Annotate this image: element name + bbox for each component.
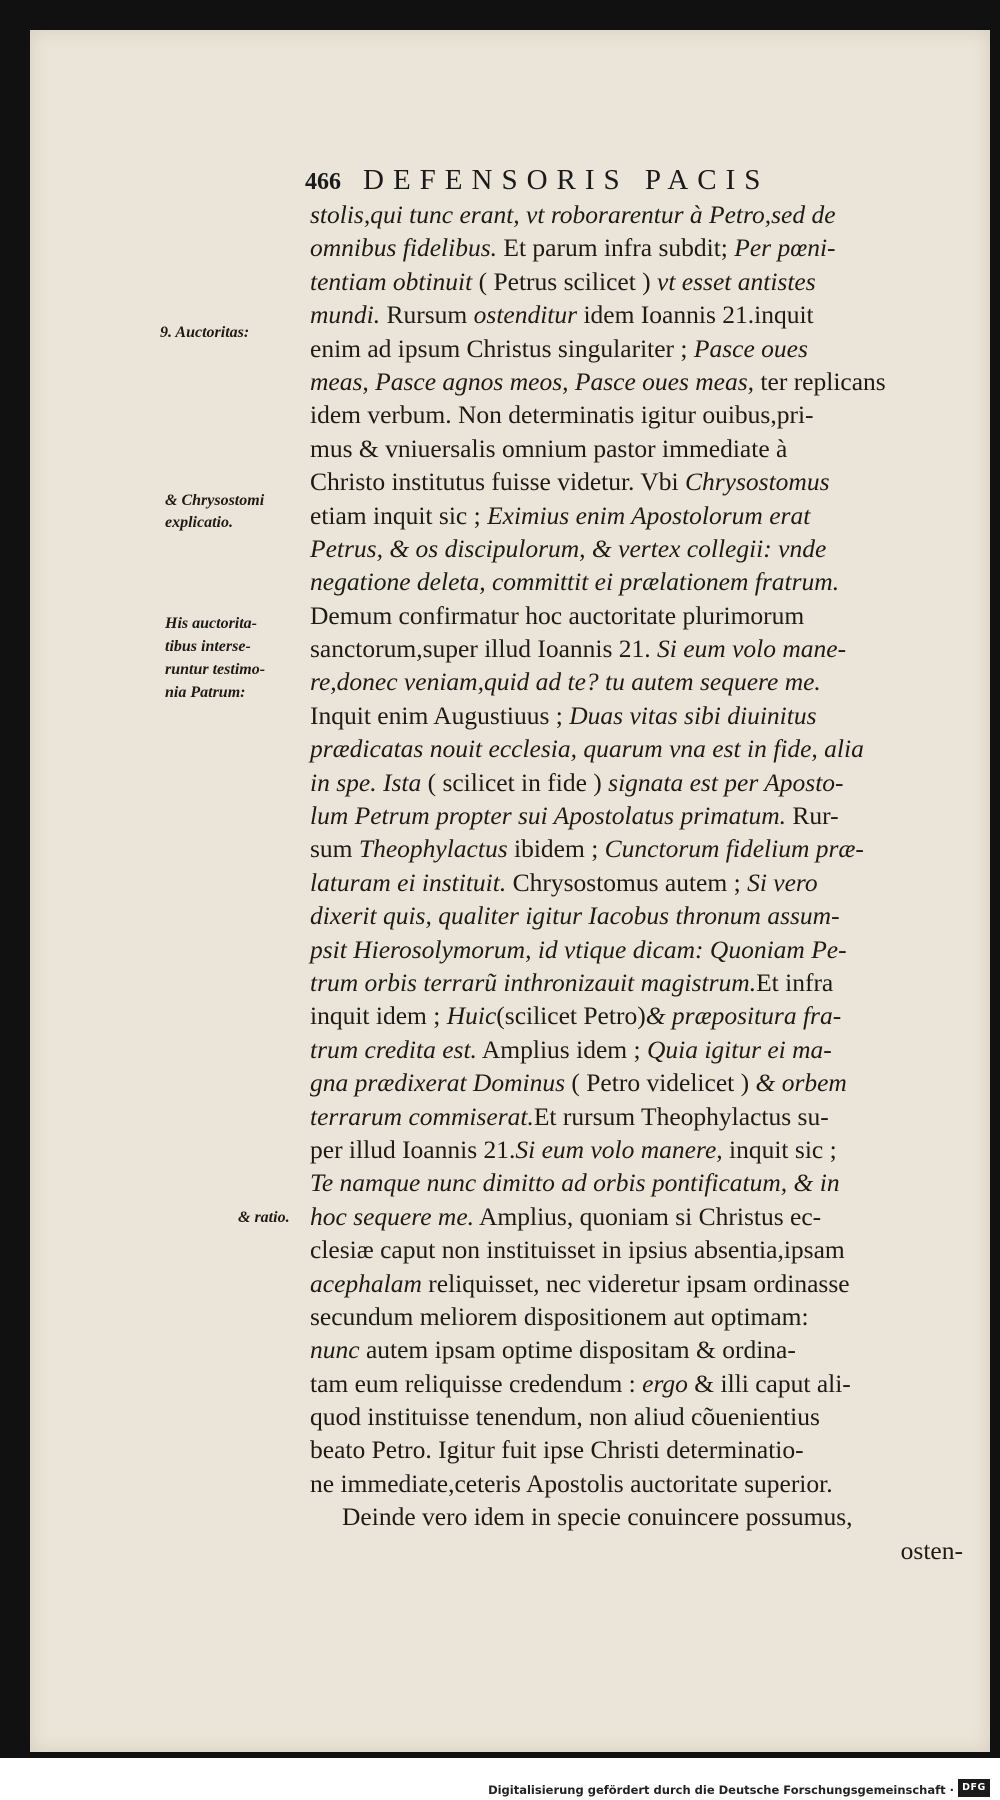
roman-text: ( Petro videlicet ) [565,1068,756,1098]
italic-text: negatione deleta, committit ei prælationem fratrum. [310,567,840,597]
roman-text: Inquit enim Augustiuus ; [310,700,570,730]
roman-text: Rur- [786,801,839,831]
margin-note: 9. Auctoritas: [160,324,250,341]
body-text [310,198,965,1567]
italic-text: mundi. [310,300,381,330]
italic-text: Si eum volo mane- [657,634,847,664]
italic-text: prædicatas nouit ecclesia, quarum vna est in fide, alia [310,734,864,764]
text-line [310,198,965,231]
italic-text: terrarum commiserat. [310,1101,534,1131]
italic-text: trum credita est. [310,1034,477,1064]
text-line [310,332,965,365]
roman-text: sanctorum,super illud Ioannis 21. [310,634,658,664]
text-line [310,365,965,398]
page-header [305,164,769,197]
roman-text: sum [310,834,359,864]
text-line [310,665,965,698]
italic-text: dixerit quis, qualiter igitur Iacobus thronum assum- [310,901,840,931]
roman-text: per illud Ioannis 21. [310,1134,516,1164]
text-line [310,632,965,665]
text-line [310,1467,965,1500]
italic-text: Per pœni- [734,233,836,263]
text-line [310,699,965,732]
roman-text: secundum meliorem dispositionem aut optimam: [310,1301,809,1331]
roman-text: & illi caput ali- [687,1368,851,1398]
italic-text: ergo [642,1368,688,1398]
italic-text: Theophylactus [358,834,508,864]
roman-text: ( scilicet in fide ) [421,767,609,797]
text-line [310,1233,965,1266]
roman-text: ter replicans [754,366,886,396]
text-line [310,1166,965,1199]
italic-text: hoc sequere me. [310,1201,475,1231]
roman-text: inquit idem ; [310,1001,447,1031]
roman-text: Amplius, quoniam si Christus ec- [474,1201,822,1231]
italic-text: vt esset antistes [657,266,816,296]
roman-text: Et infra [756,967,834,997]
italic-text: Quia igitur ei ma- [646,1034,832,1064]
text-line [310,1367,965,1400]
margin-note: His auctorita- [165,615,258,632]
italic-text: gna prædixerat Dominus [310,1068,565,1098]
text-line [310,499,965,532]
roman-text: inquit sic ; [722,1134,837,1164]
italic-text: trum orbis terrarũ inthronizauit magistrum. [310,967,757,997]
text-line [310,265,965,298]
roman-text: ( Petrus scilicet ) [472,266,658,296]
italic-text: Huic [446,1001,497,1031]
roman-text: clesiæ caput non instituisset in ipsius absentia,ipsam [310,1235,845,1265]
italic-text: re,donec veniam,quid ad te? tu autem sequere me. [310,667,821,697]
italic-text: tentiam obtinuit [310,266,473,296]
roman-text: Deinde vero idem in specie conuincere possumus, [342,1502,853,1532]
page-number: 466 [305,169,341,195]
italic-text: Petrus, & os discipulorum, & vertex collegii: vnde [310,533,827,563]
text-line [310,1500,965,1533]
roman-text: ibidem ; [507,834,605,864]
roman-text: etiam inquit sic ; [310,500,488,530]
roman-text: autem ipsam optime dispositam & ordina- [359,1335,796,1365]
roman-text: quod instituisse tenendum, non aliud cõuenientius [310,1402,820,1432]
text-line [310,1033,965,1066]
italic-text: Eximius enim Apostolorum erat [487,500,811,530]
text-line [310,599,965,632]
italic-text: lum Petrum propter sui Apostolatus primatum. [310,801,787,831]
text-line [310,1300,965,1333]
italic-text: Si vero [747,867,818,897]
italic-text: ostenditur [473,300,578,330]
text-line [310,766,965,799]
italic-text: meas, Pasce agnos meos, Pasce oues meas, [310,366,755,396]
text-line [310,1133,965,1166]
text-line [310,1433,965,1466]
italic-text: Duas vitas sibi diuinitus [569,700,817,730]
roman-text: beato Petro. Igitur fuit ipse Christi determinatio- [310,1435,804,1465]
text-line [310,231,965,264]
margin-note: & Chrysostomi [165,492,265,509]
text-line [310,1534,965,1567]
text-line [310,1333,965,1366]
text-line [310,1200,965,1233]
roman-text: Demum confirmatur hoc auctoritate plurimorum [310,600,805,630]
text-line [310,532,965,565]
dfg-logo: DFG [958,1779,990,1797]
italic-text: & præpositura fra- [645,1001,842,1031]
italic-text: acephalam [310,1268,422,1298]
text-line [310,398,965,431]
text-line [310,1267,965,1300]
running-title: DEFENSORIS PACIS [363,164,770,196]
italic-text: Cunctorum fidelium præ- [604,834,864,864]
margin-note: nia Patrum: [165,684,246,701]
italic-text: Te namque nunc dimitto ad orbis pontificatum, & in [310,1168,840,1198]
italic-text: Si eum volo manere, [515,1134,723,1164]
roman-text: reliquisset, nec videretur ipsam ordinasse [421,1268,850,1298]
italic-text: signata est per Aposto- [608,767,844,797]
italic-text: Chrysostomus [684,467,830,497]
text-line [310,866,965,899]
text-line [310,999,965,1032]
roman-text: osten- [900,1535,963,1565]
margin-note: runtur testimo- [165,661,266,678]
italic-text: in spe. Ista [310,767,422,797]
roman-text: idem verbum. Non determinatis igitur ouibus,pri- [310,400,814,430]
italic-text: laturam ei instituit. [310,867,507,897]
roman-text: Chrysostomus autem ; [506,867,748,897]
roman-text: mus & vniuersalis omnium pastor immediate à [310,433,788,463]
roman-text: Et parum infra subdit; [497,233,735,263]
italic-text: stolis,qui tunc erant, vt roborarentur à Petro,sed de [310,200,836,229]
text-line [310,966,965,999]
italic-text: Pasce oues [693,333,808,363]
text-line [310,933,965,966]
italic-text: nunc [310,1335,360,1365]
italic-text: omnibus fidelibus. [310,233,498,263]
roman-text: tam eum reliquisse credendum : [310,1368,643,1398]
italic-text: & orbem [755,1068,847,1098]
digitization-note: Digitalisierung gefördert durch die Deutsche Forschungsgemeinschaft · [488,1783,954,1797]
text-line [310,1066,965,1099]
text-line [310,732,965,765]
italic-text: psit Hierosolymorum, id vtique dicam: Quoniam Pe- [310,934,847,964]
text-line [310,832,965,865]
text-line [310,799,965,832]
margin-note: & ratio. [238,1209,290,1226]
text-line [310,1400,965,1433]
roman-text: Rursum [380,300,474,330]
text-line [310,899,965,932]
roman-text: (scilicet Petro) [496,1001,646,1031]
roman-text: Amplius idem ; [476,1034,647,1064]
margin-note: tibus interse- [165,638,251,655]
text-line [310,1100,965,1133]
roman-text: Et rursum Theophylactus su- [533,1101,829,1131]
text-line [310,432,965,465]
text-line [310,298,965,331]
roman-text: enim ad ipsum Christus singulariter ; [310,333,694,363]
text-line [310,465,965,498]
margin-note: explicatio. [165,514,233,531]
roman-text: ne immediate,ceteris Apostolis auctoritate superior. [310,1468,833,1498]
text-line [310,565,965,598]
roman-text: Christo institutus fuisse videtur. Vbi [310,467,685,497]
roman-text: idem Ioannis 21.inquit [577,300,814,330]
